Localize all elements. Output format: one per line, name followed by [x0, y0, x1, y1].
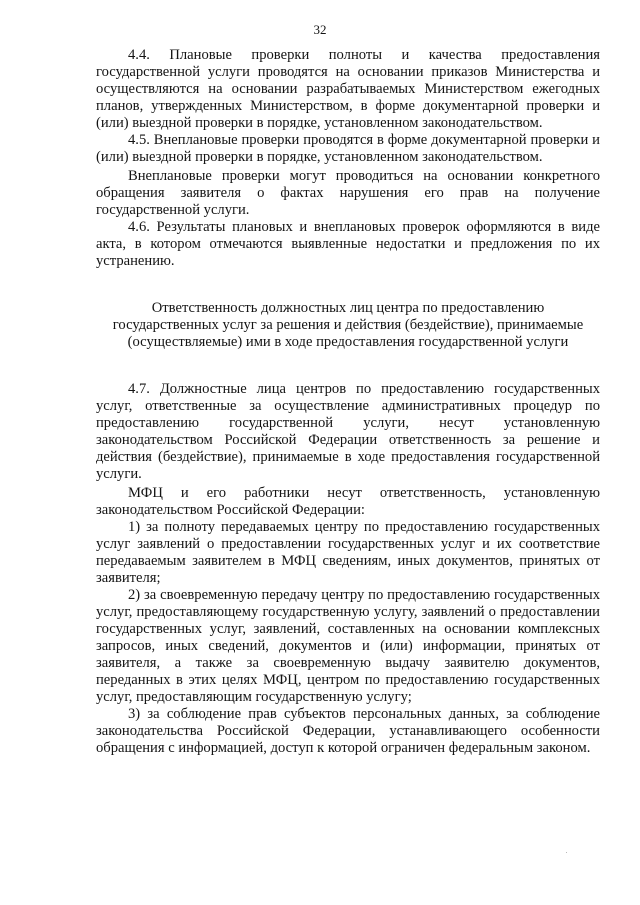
section-heading-line-2: государственных услуг за решения и действия (бездействие), принимаемые	[112, 317, 584, 333]
document-body	[96, 47, 600, 757]
paragraph-4-7: 4.7. Должностные лица центров по предоставлению государственных услуг, ответственные за осуществление административных процедур по предоставлению государственной услуги, несут установленную законодательством Российской Федерации ответственность за решение и действия (бездействие), принимаемые в ходе предоставления государственной услуги.	[96, 381, 600, 482]
scan-speck	[566, 852, 567, 853]
list-item-3: 3) за соблюдение прав субъектов персональных данных, за соблюдение законодательства Российской Федерации, устанавливающего особенности обращения с информацией, доступ к которой ограничен федеральным законом.	[96, 706, 600, 756]
paragraph-4-4: 4.4. Плановые проверки полноты и качества предоставления государственной услуги проводятся на основании приказов Министерства и осуществляются на основании разрабатываемых Министерством ежегодных планов, утвержденных Министерством, в форме документарной проверки и (или) выездной проверки в порядке, установленном законодательством.	[96, 47, 600, 131]
paragraph-unscheduled-inspections: Внеплановые проверки могут проводиться на основании конкретного обращения заявителя о фактах нарушения его прав на получение государственной услуги.	[96, 168, 600, 218]
list-item-2: 2) за своевременную передачу центру по предоставлению государственных услуг, предоставляющему государственную услугу, заявлений о предоставлении государственных услуг, заявлений, составленных на основании комплексных запросов, иных сведений, документов и (или) информации, принятых от заявителя, а также за своевременную выдачу заявителю документов, переданных в этих целях МФЦ, центром по предоставлению государственных услуг, предоставляющим государственную услугу;	[96, 587, 600, 705]
paragraph-4-6: 4.6. Результаты плановых и внеплановых проверок оформляются в виде акта, в котором отмечаются выявленные недостатки и предложения по их устранению.	[96, 219, 600, 269]
section-heading	[96, 300, 600, 351]
page-number: 32	[313, 22, 327, 37]
paragraph-mfc-responsibility: МФЦ и его работники несут ответственность, установленную законодательством Российской Федерации:	[96, 485, 600, 518]
paragraph-4-5: 4.5. Внеплановые проверки проводятся в форме документарной проверки и (или) выездной проверки в порядке, установленном законодательством.	[96, 132, 600, 165]
list-item-1: 1) за полноту передаваемых центру по предоставлению государственных услуг заявлений о предоставлении государственных услуг и их соответствие передаваемым заявителем в МФЦ сведениям, иных документов, принятых от заявителя;	[96, 519, 600, 586]
section-heading-line-3: (осуществляемые) ими в ходе предоставления государственной услуги	[127, 334, 569, 350]
section-heading-line-1: Ответственность должностных лиц центра по предоставлению	[151, 300, 545, 316]
